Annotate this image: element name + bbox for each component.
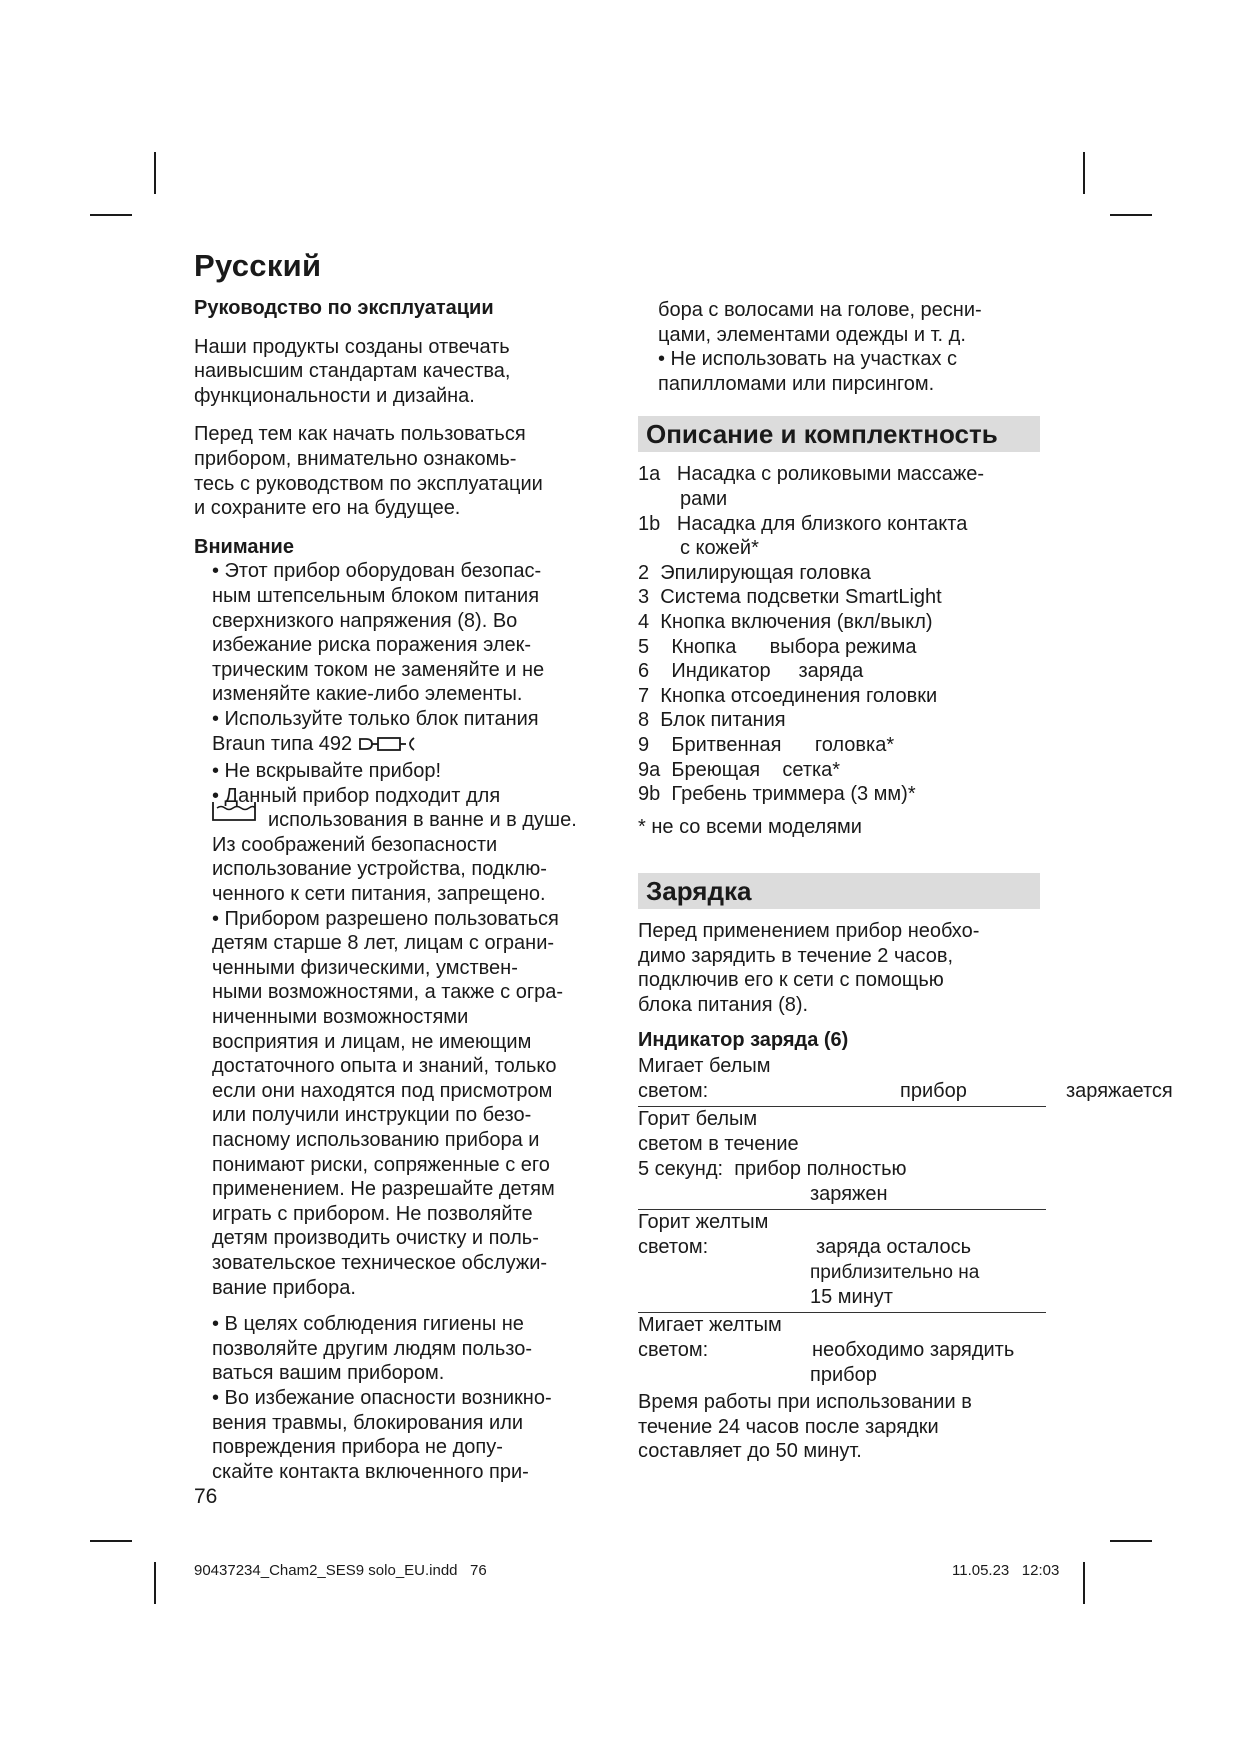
table-row <box>638 1313 1046 1390</box>
text-line: ниченными возможностями <box>212 1006 469 1029</box>
crop-mark-bottom-right-h <box>1110 1540 1152 1542</box>
text-line: бора с волосами на голове, ресни- <box>658 299 982 321</box>
text-line: Braun типа 492 <box>212 732 353 755</box>
text-line: играть с прибором. Не позволяйте <box>212 1202 533 1225</box>
text-line: подключив его к сети с помощью <box>638 969 944 992</box>
text-line: ченными физическими, умствен- <box>212 956 518 979</box>
text-line: применением. Не разрешайте детям <box>212 1178 555 1201</box>
warning-bullet-3 <box>194 759 614 784</box>
table-cell <box>638 1338 1046 1363</box>
list-item <box>638 462 1048 487</box>
item-number: 1a <box>638 463 661 486</box>
text-line: • Прибором разрешено пользоваться <box>212 907 559 930</box>
list-item: 5 Кнопка выбора режима <box>638 635 917 658</box>
crop-mark-top-right-v <box>1083 152 1085 194</box>
list-item-continuation: рами <box>680 487 728 510</box>
table-row <box>638 1054 1173 1107</box>
text-line: Перед применением прибор необхо- <box>638 920 980 943</box>
left-column <box>194 296 614 1484</box>
text-line: течение 24 часов после зарядки <box>638 1415 939 1438</box>
crop-mark-top-left-v <box>154 152 156 194</box>
list-item: 7 Кнопка отсоединения головки <box>638 684 938 707</box>
text-line: зовательское техническое обслужи- <box>212 1251 548 1274</box>
text-line: детям производить очистку и поль- <box>212 1227 539 1250</box>
text-line: • Во избежание опасности возникно- <box>212 1386 552 1409</box>
text-line: повреждения прибора не допу- <box>212 1436 503 1459</box>
list-item: 9 Бритвенная головка* <box>638 733 895 756</box>
item-label: Насадка для близкого контакта <box>676 512 968 535</box>
text-line: • Не вскрывайте прибор! <box>212 760 442 783</box>
text-line: ными возможностями, а также с огра- <box>212 981 564 1004</box>
text-line: восприятия и лицам, не имеющим <box>212 1030 532 1053</box>
text-line: изменяйте какие-либо элементы. <box>212 683 523 706</box>
text-line: вения травмы, блокирования или <box>212 1411 524 1434</box>
list-item: 9b Гребень триммера (3 мм)* <box>638 783 916 806</box>
list-item: 9a Бреющая сетка* <box>638 758 841 781</box>
text-line: • В целях соблюдения гигиены не <box>212 1313 524 1336</box>
text-line: димо зарядить в течение 2 часов, <box>638 944 954 967</box>
text-line <box>212 732 614 757</box>
status-text: необходимо зарядить <box>812 1339 1015 1362</box>
section-heading-charging: Зарядка <box>638 873 1040 909</box>
text-line: пасному использованию прибора и <box>212 1129 540 1151</box>
crop-mark-bottom-left-v <box>154 1562 156 1604</box>
page-title: Русский <box>194 248 322 283</box>
intro-paragraph-1 <box>194 335 614 409</box>
list-item: 8 Блок питания <box>638 709 786 732</box>
crop-mark-bottom-right-v <box>1083 1562 1085 1604</box>
list-item: 6 Индикатор заряда <box>638 660 864 683</box>
text-line: • Не использовать на участках с <box>658 348 958 371</box>
table-row <box>638 1107 1046 1210</box>
warning-bullet-7 <box>194 1386 614 1484</box>
warning-bullet-5 <box>194 907 614 1301</box>
text-line: позволяйте другим людям пользо- <box>212 1337 532 1360</box>
text-line: вание прибора. <box>212 1276 356 1299</box>
manual-subtitle: Руководство по эксплуатации <box>194 297 494 319</box>
text-line: • Используйте только блок питания <box>212 707 539 730</box>
text-line: составляет до 50 минут. <box>638 1440 862 1463</box>
text-line: ным штепсельным блоком питания <box>212 584 540 607</box>
table-cell <box>638 1235 1046 1260</box>
status-text: приблизительно на <box>810 1262 980 1284</box>
text-line: ваться вашим прибором. <box>212 1362 445 1385</box>
continued-bullet <box>638 298 1048 396</box>
text-line: Перед тем как начать пользоваться <box>194 423 526 446</box>
text-line: блока питания (8). <box>638 994 809 1017</box>
runtime-paragraph <box>638 1390 1048 1464</box>
section-heading-description: Описание и комплектность <box>638 416 1040 452</box>
text-line: папилломами или пирсингом. <box>658 372 935 395</box>
text-line: скайте контакта включенного при- <box>212 1460 529 1483</box>
text-line: или получили инструкции по безо- <box>212 1104 532 1127</box>
text-line: тесь с руководством по эксплуатации <box>194 472 543 495</box>
item-number: 1b <box>638 512 661 535</box>
warning-heading: Внимание <box>194 535 294 558</box>
text-line: трическим током не заменяйте и не <box>212 658 545 681</box>
crop-mark-bottom-left-h <box>90 1540 132 1542</box>
status-text: прибор <box>810 1364 877 1387</box>
state-text: Горит белым <box>638 1108 758 1131</box>
bath-shower-icon <box>210 798 258 826</box>
footnote: * не со всеми моделями <box>638 815 862 838</box>
text-line: функциональности и дизайна. <box>194 384 475 407</box>
state-text: Мигает желтым <box>638 1314 782 1337</box>
warning-bullet-6 <box>194 1312 614 1386</box>
list-item: 4 Кнопка включения (вкл/выкл) <box>638 610 933 633</box>
state-text: светом: <box>638 1339 709 1362</box>
text-line: сверхнизкого напряжения (8). Во <box>212 609 518 632</box>
state-text: Мигает белым <box>638 1055 771 1078</box>
status-text: заряжается <box>1066 1080 1173 1103</box>
list-item-continuation: с кожей* <box>680 537 759 560</box>
status-text: прибор <box>900 1080 967 1103</box>
text-line: • Этот прибор оборудован безопас- <box>212 560 542 583</box>
state-text: светом: <box>638 1080 709 1103</box>
state-text: светом в течение <box>638 1133 799 1156</box>
status-text: заряжен <box>810 1183 888 1206</box>
charging-paragraph <box>638 919 1048 1017</box>
table-cell <box>638 1157 1046 1182</box>
list-item: 2 Эпилирующая головка <box>638 561 871 584</box>
list-item: 3 Система подсветки SmartLight <box>638 586 942 609</box>
crop-mark-top-right-h <box>1110 214 1152 216</box>
text-line: наивысшим стандартам качества, <box>194 360 511 383</box>
status-text: заряда осталось <box>816 1236 971 1259</box>
indicator-heading: Индикатор заряда (6) <box>638 1028 849 1051</box>
warning-bullet-4 <box>194 784 614 907</box>
text-line: избежание риска поражения элек- <box>212 634 532 657</box>
list-item <box>638 512 1048 537</box>
text-line <box>212 784 614 809</box>
text-line: Время работы при использовании в <box>638 1391 972 1414</box>
text-line: ченного к сети питания, запрещено. <box>212 883 546 906</box>
text-line: Наши продукты созданы отвечать <box>194 335 510 358</box>
footer-file-info: 90437234_Cham2_SES9 solo_EU.indd 76 <box>194 1562 487 1579</box>
state-text: 5 секунд: <box>638 1158 724 1181</box>
intro-paragraph-2 <box>194 422 614 520</box>
text-line: понимают риски, сопряженные с его <box>212 1153 550 1176</box>
text-line: использование устройства, подклю- <box>212 858 547 881</box>
page-number: 76 <box>194 1485 218 1508</box>
text-line: • Данный прибор подходит для <box>212 784 501 807</box>
right-column <box>638 298 1173 1464</box>
warning-bullet-2 <box>194 707 614 756</box>
charge-indicator-table <box>638 1054 1173 1390</box>
item-label: Насадка с роликовыми массаже- <box>676 463 985 486</box>
text-line: Из соображений безопасности <box>212 833 498 856</box>
warning-bullet-1 <box>194 559 614 707</box>
text-line: использования в ванне и в душе. <box>268 809 577 832</box>
state-text: светом: <box>638 1236 709 1259</box>
text-line: детям старше 8 лет, лицам с ограни- <box>212 932 555 955</box>
table-row <box>638 1210 1046 1313</box>
power-supply-connector-icon <box>358 735 418 753</box>
text-line <box>212 808 614 833</box>
status-text: 15 минут <box>810 1286 893 1309</box>
text-line: и сохраните его на будущее. <box>194 497 461 520</box>
state-text: Горит желтым <box>638 1211 769 1234</box>
status-text: прибор полностью <box>734 1158 907 1181</box>
text-line: цами, элементами одежды и т. д. <box>658 323 966 346</box>
text-line: если они находятся под присмотром <box>212 1079 553 1102</box>
text-line: достаточного опыта и знаний, только <box>212 1055 557 1078</box>
footer-datetime: 11.05.23 12:03 <box>952 1562 1060 1579</box>
component-list <box>638 462 1048 806</box>
crop-mark-top-left-h <box>90 214 132 216</box>
text-line: прибором, внимательно ознакомь- <box>194 447 517 470</box>
table-cell <box>638 1079 1173 1104</box>
